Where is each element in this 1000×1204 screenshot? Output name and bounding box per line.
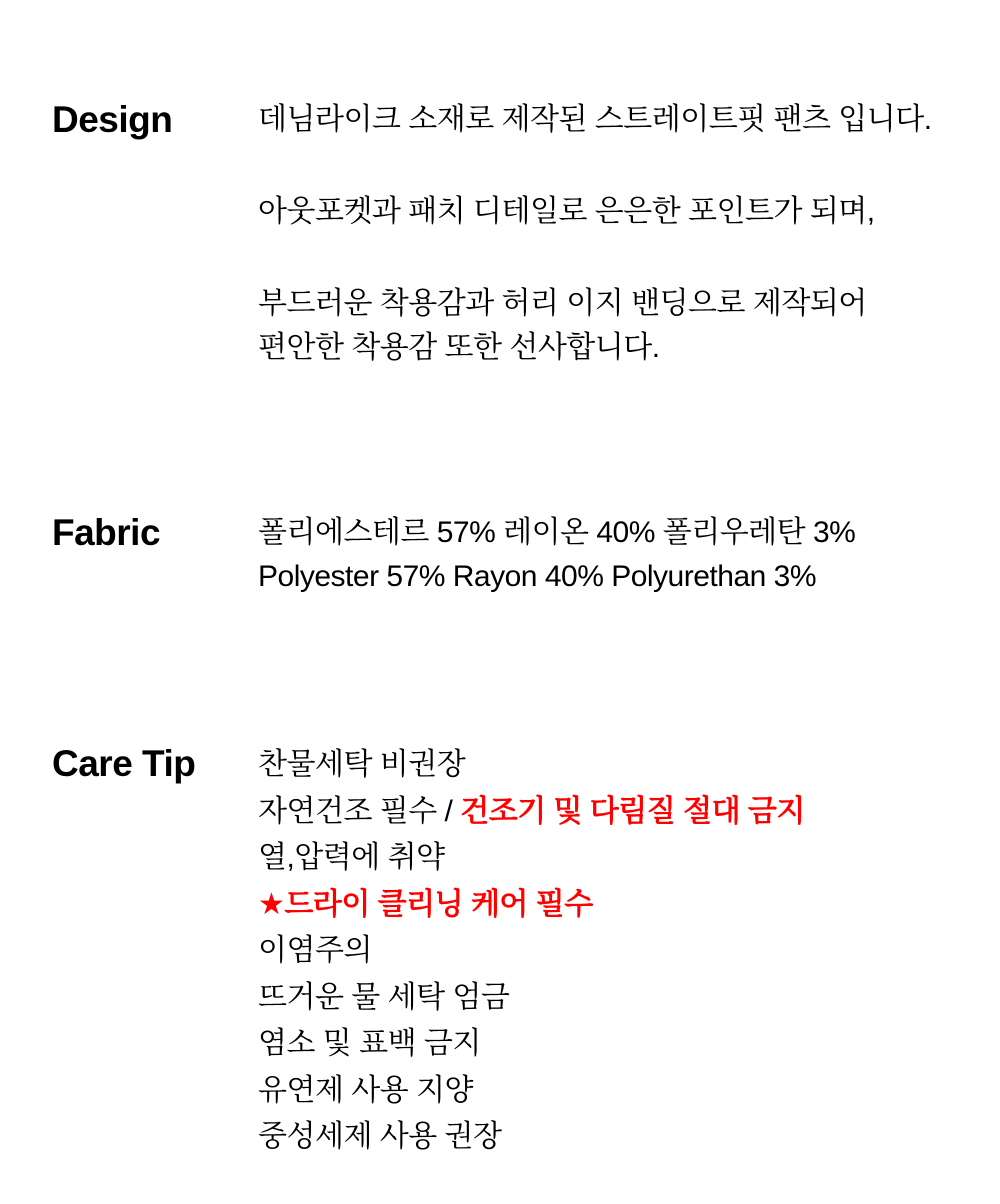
design-section [52,98,960,370]
care-tip-line [258,928,805,975]
design-text-line: 편안한 착용감 또한 선사합니다. [258,331,660,364]
design-section-body [258,98,932,370]
care-tip-text: 유연제 사용 지양 [258,1073,474,1107]
design-text-line: 아웃포켓과 패치 디테일로 은은한 포인트가 되며, [258,195,875,228]
fabric-composition-english: Polyester 57% Rayon 40% Polyurethan 3% [258,560,817,593]
care-tip-section-body [258,742,805,1161]
care-tip-text: 열,압력에 취약 [258,841,445,874]
design-paragraph [258,190,932,234]
care-tip-section [52,742,960,1161]
fabric-composition-korean: 폴리에스테르 57% 레이온 40% 폴리우레탄 3% [258,516,856,549]
care-tip-warning-text: ★드라이 클리닝 케어 필수 [258,887,593,921]
care-tip-line [258,975,805,1022]
fabric-section-heading: Fabric [52,512,161,553]
care-tip-line [258,882,805,929]
care-tip-line [258,1114,805,1161]
care-tip-line [258,742,805,789]
care-tip-text: 자연건조 필수 / [258,794,461,828]
care-tip-line [258,835,805,882]
care-tip-text: 중성세제 사용 권장 [258,1120,502,1153]
care-tip-line [258,789,805,836]
care-tip-section-heading: Care Tip [52,743,196,784]
care-tip-line [258,1021,805,1068]
design-text-line: 부드러운 착용감과 허리 이지 밴딩으로 제작되어 [258,287,867,320]
design-paragraph [258,282,932,370]
care-tip-line [258,1068,805,1115]
care-tip-warning-text: 건조기 및 다림질 절대 금지 [460,794,805,828]
care-tip-text: 염소 및 표백 금지 [258,1027,481,1060]
design-paragraph [258,98,932,142]
care-tip-text: 찬물세탁 비권장 [258,748,466,781]
fabric-section [52,511,960,599]
fabric-section-body [258,511,855,599]
design-section-heading: Design [52,99,173,140]
care-tip-text: 이염주의 [258,934,372,967]
care-tip-text: 뜨거운 물 세탁 엄금 [258,980,510,1014]
design-text-line: 데님라이크 소재로 제작된 스트레이트핏 팬츠 입니다. [258,103,932,136]
